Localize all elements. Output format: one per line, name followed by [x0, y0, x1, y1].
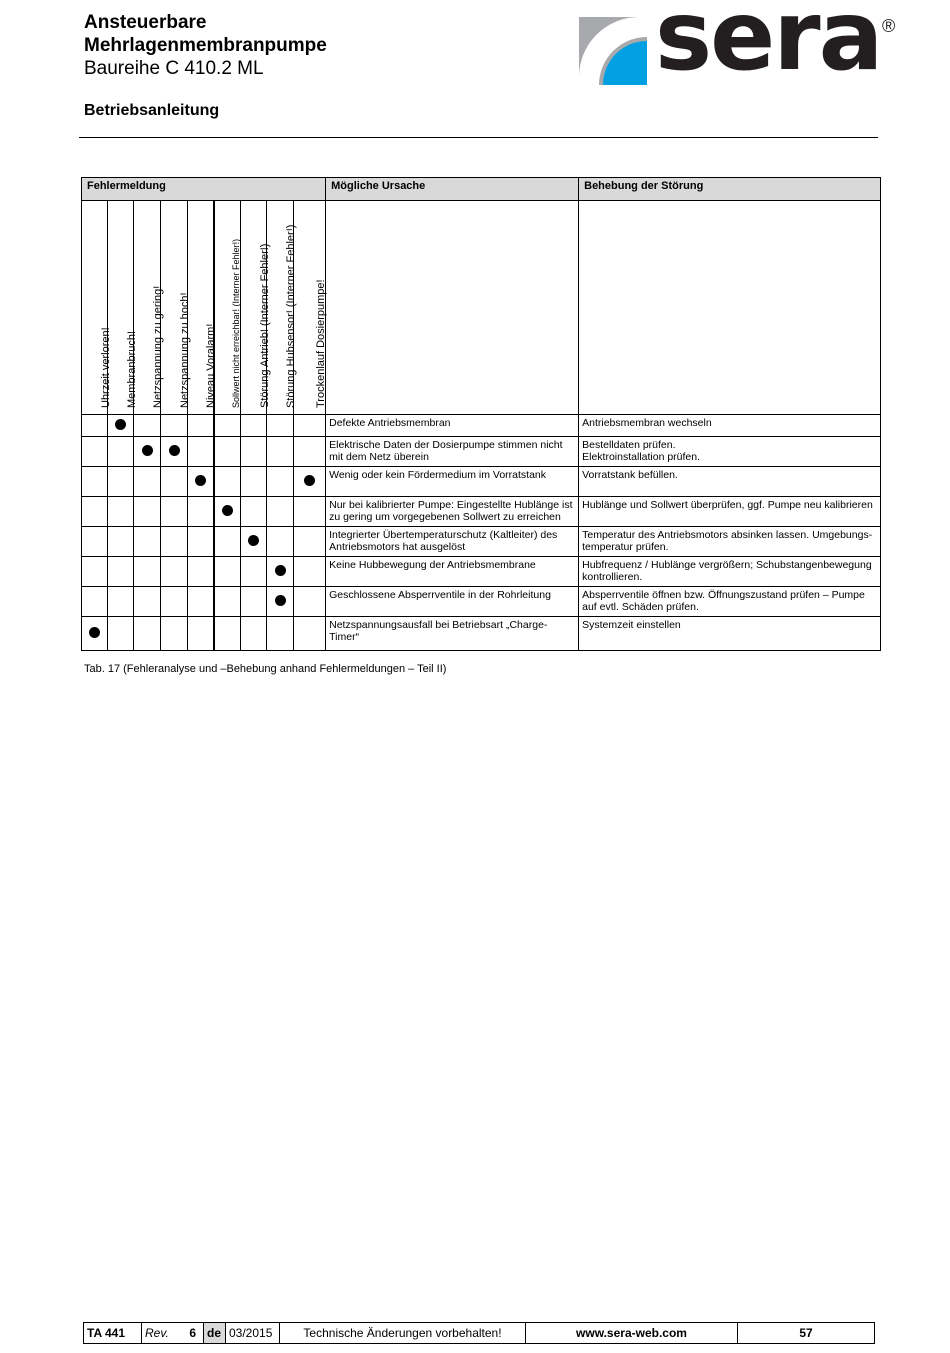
- mark-cell: [294, 587, 326, 617]
- registered-mark: ®: [882, 16, 896, 36]
- mark-cell: [241, 587, 267, 617]
- header-fehlermeldung: Fehlermeldung: [82, 178, 326, 201]
- error-table: [81, 177, 881, 651]
- mark-cell: [188, 437, 214, 467]
- mark-cell: [294, 557, 326, 587]
- msg-label: Störung Antrieb! (Interner Fehler!): [258, 243, 271, 408]
- remedy-cell: Hubfrequenz / Hublänge vergrößern; Schubstangenbewegung kontrollieren.: [579, 557, 881, 587]
- logo-mark-icon: [579, 17, 647, 85]
- bullet-icon: [195, 475, 206, 486]
- mark-cell: [108, 527, 134, 557]
- cause-cell: Elektrische Daten der Dosierpumpe stimmen nicht mit dem Netz überein: [326, 437, 579, 467]
- remedy-cell: Absperrventile öffnen bzw. Öffnungszustand prüfen – Pumpe auf evtl. Schäden prüfen.: [579, 587, 881, 617]
- msg-col-5: [214, 201, 241, 415]
- cause-cell: Defekte Antriebsmembran: [326, 415, 579, 437]
- mark-cell: [241, 527, 267, 557]
- footer-page-number: 57: [738, 1323, 875, 1344]
- msg-label: Netzspannung zu hoch!: [179, 292, 191, 408]
- msg-label: Niveau Voralarm!: [205, 323, 218, 408]
- table-row: [82, 467, 881, 497]
- mark-cell: [82, 497, 108, 527]
- mark-cell: [161, 437, 188, 467]
- table-row: [82, 415, 881, 437]
- mark-cell: [108, 617, 134, 651]
- header-rule: [79, 137, 878, 138]
- mark-cell: [134, 467, 161, 497]
- header-ursache: Mögliche Ursache: [326, 178, 579, 201]
- msg-label: Störung Hubsensor! (Interner Fehler!): [285, 224, 297, 408]
- bullet-icon: [275, 595, 286, 606]
- cause-cell: Integrierter Übertemperaturschutz (Kaltleiter) des Antriebsmotors hat ausgelöst: [326, 527, 579, 557]
- mark-cell: [267, 415, 294, 437]
- table-row: [82, 527, 881, 557]
- footer-website: www.sera-web.com: [526, 1323, 738, 1344]
- msg-col-6: [241, 201, 271, 415]
- mark-cell: [294, 467, 326, 497]
- doc-title-line1: Ansteuerbare: [84, 12, 207, 33]
- mark-cell: [241, 617, 267, 651]
- table-row: [82, 557, 881, 587]
- table-caption: Tab. 17 (Fehleranalyse und –Behebung anhand Fehlermeldungen – Teil II): [84, 663, 447, 675]
- mark-cell: [267, 497, 294, 527]
- logo-wordmark: sera: [655, 0, 882, 92]
- doc-title-line2: Mehrlagenmembranpumpe: [84, 35, 327, 56]
- mark-cell: [214, 415, 241, 437]
- footer-language: de: [204, 1323, 226, 1344]
- error-rows: [82, 415, 881, 651]
- msg-label: Netzspannung zu gering!: [152, 285, 164, 408]
- mark-cell: [267, 467, 294, 497]
- mark-cell: [294, 415, 326, 437]
- mark-cell: [267, 437, 294, 467]
- mark-cell: [294, 437, 326, 467]
- page-footer: [83, 1322, 875, 1344]
- remedy-cell: Systemzeit einstellen: [579, 617, 881, 651]
- table-row: [82, 617, 881, 651]
- header-behebung: Behebung der Störung: [579, 178, 881, 201]
- mark-cell: [108, 415, 134, 437]
- msg-col-1: [108, 201, 138, 415]
- mark-cell: [161, 467, 188, 497]
- mark-cell: [214, 437, 241, 467]
- mark-cell: [161, 527, 188, 557]
- bullet-icon: [275, 565, 286, 576]
- mark-cell: [161, 415, 188, 437]
- footer-doc-number: TA 441: [84, 1323, 142, 1344]
- mark-cell: [267, 557, 294, 587]
- mark-cell: [82, 437, 108, 467]
- mark-cell: [134, 497, 161, 527]
- mark-cell: [108, 587, 134, 617]
- cause-cell: Geschlossene Absperrventile in der Rohrleitung: [326, 587, 579, 617]
- msg-label: Trockenlauf Dosierpumpe!: [314, 279, 327, 408]
- msg-col-7: [267, 201, 297, 415]
- remedy-cell: Hublänge und Sollwert überprüfen, ggf. Pumpe neu kalibrieren: [579, 497, 881, 527]
- mark-cell: [267, 527, 294, 557]
- mark-cell: [108, 467, 134, 497]
- mark-cell: [188, 415, 214, 437]
- mark-cell: [134, 557, 161, 587]
- mark-cell: [241, 557, 267, 587]
- footer-rev-label: Rev.: [145, 1326, 169, 1340]
- mark-cell: [188, 497, 214, 527]
- footer-revision: [142, 1323, 204, 1344]
- mark-cell: [161, 587, 188, 617]
- mark-cell: [108, 497, 134, 527]
- bullet-icon: [89, 627, 100, 638]
- msg-label: Membranbruch!: [125, 330, 138, 408]
- mark-cell: [241, 467, 267, 497]
- message-header-row: [82, 201, 881, 415]
- mark-cell: [161, 557, 188, 587]
- footer-notice: Technische Änderungen vorbehalten!: [280, 1323, 526, 1344]
- mark-cell: [214, 617, 241, 651]
- remedy-cell: Bestelldaten prüfen. Elektroinstallation prüfen.: [579, 437, 881, 467]
- mark-cell: [161, 497, 188, 527]
- mark-cell: [82, 587, 108, 617]
- bullet-icon: [142, 445, 153, 456]
- mark-cell: [267, 617, 294, 651]
- mark-cell: [134, 527, 161, 557]
- mark-cell: [161, 617, 188, 651]
- cause-cell: Nur bei kalibrierter Pumpe: Eingestellte Hublänge ist zu gering um vorgegebenen Sollwert zu erreichen: [326, 497, 579, 527]
- mark-cell: [188, 527, 214, 557]
- remedy-cell: Temperatur des Antriebsmotors absinken lassen. Umgebungs-temperatur prüfen.: [579, 527, 881, 557]
- bullet-icon: [248, 535, 259, 546]
- mark-cell: [241, 415, 267, 437]
- mark-cell: [214, 497, 241, 527]
- bullet-icon: [169, 445, 180, 456]
- table-row: [82, 437, 881, 467]
- msg-col-8: [294, 201, 326, 415]
- mark-cell: [134, 437, 161, 467]
- footer-date: 03/2015: [226, 1323, 280, 1344]
- mark-cell: [108, 437, 134, 467]
- msg-label: Uhrzeit verloren!: [99, 327, 112, 408]
- mark-cell: [82, 415, 108, 437]
- mark-cell: [294, 497, 326, 527]
- mark-cell: [188, 557, 214, 587]
- mark-cell: [82, 617, 108, 651]
- cause-cell: Netzspannungsausfall bei Betriebsart „Charge-Timer“: [326, 617, 579, 651]
- section-title: Betriebsanleitung: [84, 102, 220, 119]
- mark-cell: [267, 587, 294, 617]
- mark-cell: [82, 557, 108, 587]
- mark-cell: [82, 467, 108, 497]
- remedy-cell: Vorratstank befüllen.: [579, 467, 881, 497]
- mark-cell: [188, 587, 214, 617]
- mark-cell: [82, 527, 108, 557]
- cause-cell: Keine Hubbewegung der Antriebsmembrane: [326, 557, 579, 587]
- table-row: [82, 497, 881, 527]
- msg-col-3: [161, 201, 191, 415]
- mark-cell: [294, 617, 326, 651]
- mark-cell: [241, 497, 267, 527]
- msg-label: Sollwert nicht erreichbar! (Interner Fehler!): [231, 238, 242, 408]
- mark-cell: [108, 557, 134, 587]
- mark-cell: [134, 415, 161, 437]
- mark-cell: [188, 617, 214, 651]
- mark-cell: [134, 617, 161, 651]
- bullet-icon: [304, 475, 315, 486]
- mark-cell: [214, 467, 241, 497]
- msg-col-4: [188, 201, 218, 415]
- msg-col-0: [82, 201, 112, 415]
- mark-cell: [214, 557, 241, 587]
- mark-cell: [214, 587, 241, 617]
- mark-cell: [188, 467, 214, 497]
- mark-cell: [214, 527, 241, 557]
- doc-subtitle: Baureihe C 410.2 ML: [84, 58, 264, 79]
- bullet-icon: [222, 505, 233, 516]
- mark-cell: [294, 527, 326, 557]
- bullet-icon: [115, 419, 126, 430]
- footer-rev-number: 6: [189, 1326, 196, 1340]
- remedy-cell: Antriebsmembran wechseln: [579, 415, 881, 437]
- msg-col-2: [134, 201, 164, 415]
- cause-cell: Wenig oder kein Fördermedium im Vorratstank: [326, 467, 579, 497]
- mark-cell: [241, 437, 267, 467]
- mark-cell: [134, 587, 161, 617]
- table-row: [82, 587, 881, 617]
